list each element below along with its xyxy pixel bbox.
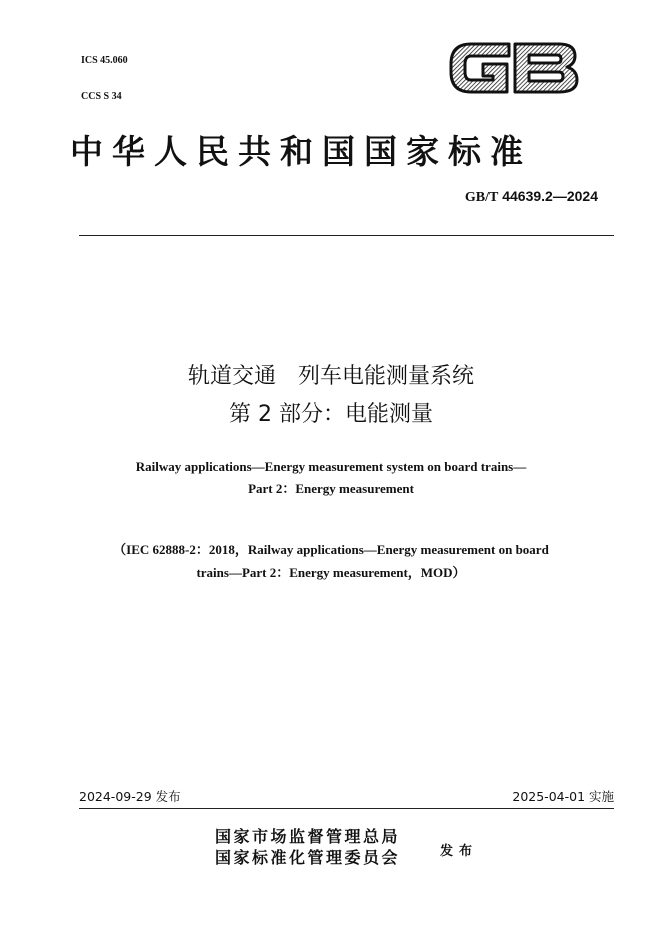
ccs-code: CCS S 34 [81,91,122,102]
ics-code: ICS 45.060 [81,55,128,66]
standard-type-title: 中华人民共和国国家标准 [70,132,532,171]
gb-logo-icon [447,34,581,102]
title-en-line1: Railway applications—Energy measurement system on board trains— [135,459,527,474]
footer-divider [79,808,614,809]
title-cn-line1: 轨道交通 列车电能测量系统 [187,364,474,389]
standard-number [465,188,598,206]
implement-date: 2025-04-01 实施 [512,789,614,804]
issuer-sac: 国家标准化管理委员会 [215,848,401,867]
adoption-line1: （IEC 62888-2：2018，Railway applications—Energy measurement on board [113,542,549,557]
issue-date: 2024-09-29 发布 [79,789,181,804]
standard-number-value: 44639.2—2024 [502,188,598,204]
title-en-line2: Part 2：Energy measurement [248,481,414,496]
standard-number-prefix: GB/T [464,190,499,205]
title-cn-line2: 第 2 部分：电能测量 [229,402,433,427]
header-divider [79,235,614,236]
publish-label: 发布 [440,844,479,859]
issuer-samr: 国家市场监督管理总局 [215,827,401,846]
adoption-line2: trains—Part 2：Energy measurement，MOD） [196,565,466,580]
issuing-authorities [215,826,400,868]
classification-codes [81,31,128,115]
